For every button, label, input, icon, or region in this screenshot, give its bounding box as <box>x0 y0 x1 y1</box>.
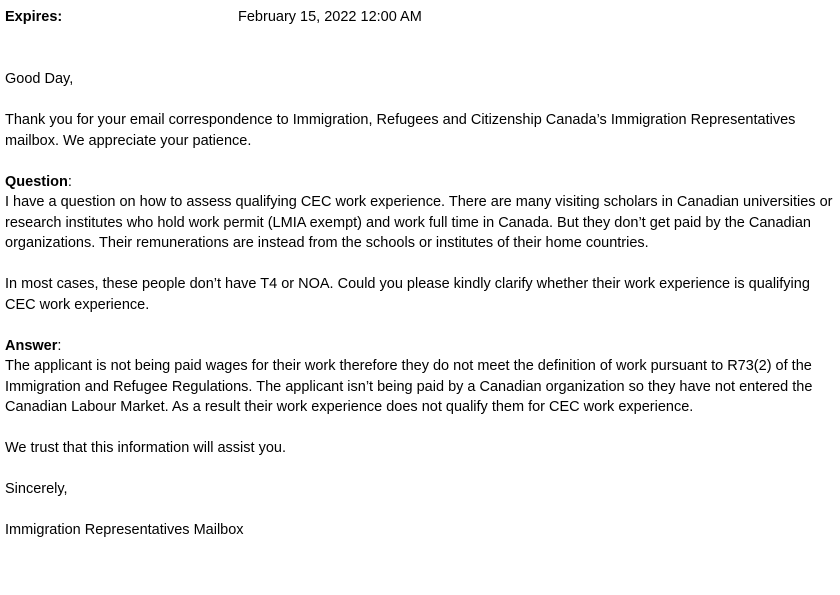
answer-label: Answer <box>5 337 58 354</box>
question-label: Question <box>5 173 68 190</box>
expires-row <box>5 7 840 27</box>
intro-paragraph: Thank you for your email correspondence to Immigration, Refugees and Citizenship Canada’s Immigration Representatives mailbox. We appreciate your patience. <box>5 112 796 149</box>
email-body <box>5 69 837 541</box>
question-paragraph-1: I have a question on how to assess qualifying CEC work experience. There are many visiting scholars in Canadian universities or research institutes who hold work permit (LMIA exempt) and work full time in Canada. But they don’t get paid by the Canadian organizations. Their remunerations are instead from the schools or institutes of their home countries. <box>5 194 833 251</box>
answer-colon: : <box>57 337 62 354</box>
answer-paragraph: The applicant is not being paid wages for their work therefore they do not meet the definition of work pursuant to R73(2) of the Immigration and Refugee Regulations. The applicant isn’t being paid by a Canadian organization so they have not entered the Canadian Labour Market. As a result their work experience does not qualify them for CEC work experience. <box>5 358 813 415</box>
signature: Immigration Representatives Mailbox <box>5 522 244 538</box>
spacer <box>5 27 840 69</box>
question-paragraph-2: In most cases, these people don’t have T4 or NOA. Could you please kindly clarify whether their work experience is qualifying CEC work experience. <box>5 276 810 313</box>
trust-paragraph: We trust that this information will assist you. <box>5 440 286 456</box>
closing: Sincerely, <box>5 481 68 497</box>
expires-label: Expires: <box>5 9 63 25</box>
answer-heading <box>5 336 837 357</box>
question-colon: : <box>67 173 72 190</box>
expires-value: February 15, 2022 12:00 AM <box>238 9 422 25</box>
question-heading <box>5 172 837 193</box>
greeting: Good Day, <box>5 71 74 87</box>
